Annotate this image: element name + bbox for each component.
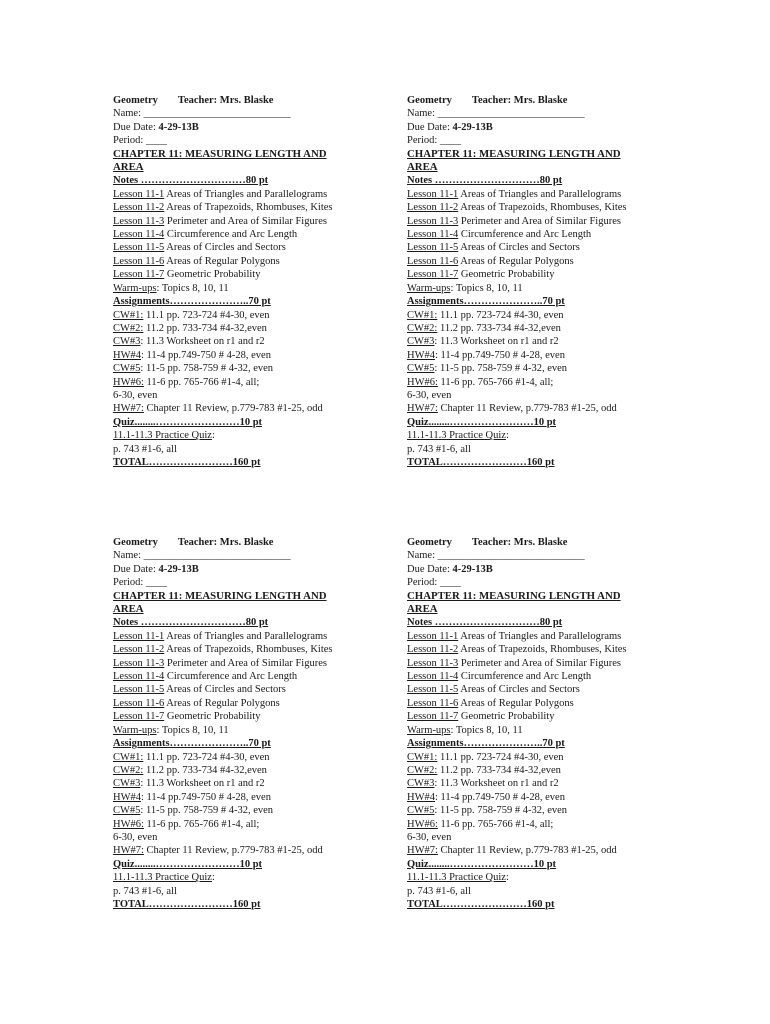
lesson-title: Areas of Circles and Sectors bbox=[164, 684, 286, 696]
assignment-item bbox=[113, 349, 403, 362]
assignment-text: 11.2 pp. 733-734 #4-32,even bbox=[437, 322, 561, 334]
due-label: Due Date: bbox=[407, 121, 453, 133]
course-title: Geometry bbox=[407, 95, 452, 106]
lesson-code: Lesson 11-7 bbox=[113, 269, 165, 281]
quiz-pages: p. 743 #1-6, all bbox=[113, 885, 177, 897]
lesson-item bbox=[113, 188, 403, 201]
warmups-text: : Topics 8, 10, 11 bbox=[450, 724, 523, 736]
name-line bbox=[113, 107, 403, 120]
lesson-code: Lesson 11-7 bbox=[407, 269, 459, 281]
lesson-item bbox=[407, 643, 697, 656]
lesson-code: Lesson 11-1 bbox=[407, 188, 459, 200]
lesson-title: Circumference and Arc Length bbox=[458, 671, 592, 683]
notes-header: Notes …………………………80 pt bbox=[113, 175, 269, 187]
lesson-title: Areas of Trapezoids, Rhombuses, Kites bbox=[164, 202, 333, 214]
lesson-item bbox=[407, 697, 697, 710]
lesson-item bbox=[407, 710, 697, 723]
lesson-item bbox=[113, 657, 403, 670]
name-line bbox=[407, 549, 697, 562]
assignments-header: Assignments…………………..70 pt bbox=[407, 738, 565, 750]
name-label: Name: bbox=[407, 108, 438, 120]
due-date-line bbox=[113, 121, 403, 134]
lesson-title: Areas of Triangles and Parallelograms bbox=[458, 188, 622, 200]
lesson-code: Lesson 11-6 bbox=[407, 697, 459, 709]
lesson-code: Lesson 11-5 bbox=[113, 242, 165, 254]
lesson-list bbox=[407, 630, 697, 724]
lesson-code: Lesson 11-2 bbox=[113, 202, 165, 214]
hw6-continuation: 6-30, even bbox=[113, 831, 158, 843]
handout-bottom-left bbox=[113, 536, 403, 911]
assignment-item bbox=[113, 804, 403, 817]
assignment-item bbox=[113, 818, 403, 831]
assignment-text: : 11-4 pp.749-750 # 4-28, even bbox=[435, 791, 565, 803]
lesson-item bbox=[407, 255, 697, 268]
lesson-code: Lesson 11-5 bbox=[407, 242, 459, 254]
lesson-code: Lesson 11-6 bbox=[113, 255, 165, 267]
warmups-text: : Topics 8, 10, 11 bbox=[156, 282, 229, 294]
chapter-title-line2: AREA bbox=[113, 161, 144, 174]
lesson-title: Areas of Trapezoids, Rhombuses, Kites bbox=[458, 202, 627, 214]
period-label: Period: bbox=[113, 577, 146, 589]
lesson-item bbox=[113, 255, 403, 268]
lesson-code: Lesson 11-4 bbox=[407, 229, 459, 241]
assignment-item bbox=[407, 335, 697, 348]
assignment-code: CW#1: bbox=[407, 309, 438, 321]
warmups-line bbox=[407, 282, 697, 295]
lesson-title: Geometric Probability bbox=[164, 711, 261, 723]
sheet-header bbox=[407, 94, 697, 107]
assignments-header: Assignments…………………..70 pt bbox=[407, 296, 565, 308]
lesson-item bbox=[407, 228, 697, 241]
assignment-code: HW#4 bbox=[113, 349, 141, 361]
warmups-text: : Topics 8, 10, 11 bbox=[156, 724, 229, 736]
lesson-code: Lesson 11-3 bbox=[113, 215, 165, 227]
lesson-code: Lesson 11-7 bbox=[113, 711, 165, 723]
period-label: Period: bbox=[407, 577, 440, 589]
quiz-title: 11.1-11.3 Practice Quiz bbox=[407, 430, 506, 442]
due-date-line bbox=[407, 563, 697, 576]
assignment-text: 11.1 pp. 723-724 #4-30, even bbox=[437, 309, 564, 321]
lesson-item bbox=[407, 630, 697, 643]
assignment-item bbox=[407, 349, 697, 362]
chapter-title-line1: CHAPTER 11: MEASURING LENGTH AND bbox=[407, 147, 621, 160]
warmups-label: Warm-ups bbox=[113, 282, 157, 294]
assignment-item bbox=[407, 804, 697, 817]
hw7-line bbox=[113, 844, 403, 857]
lesson-title: Circumference and Arc Length bbox=[458, 229, 592, 241]
name-line bbox=[113, 549, 403, 562]
due-value: 4-29-13B bbox=[158, 121, 199, 133]
assignment-text: : 11-4 pp.749-750 # 4-28, even bbox=[141, 349, 271, 361]
lesson-list bbox=[113, 630, 403, 724]
period-line bbox=[113, 576, 403, 589]
total-line: TOTAL……………………160 pt bbox=[113, 456, 261, 468]
quiz-pages: p. 743 #1-6, all bbox=[407, 885, 471, 897]
assignment-code: HW#6: bbox=[113, 376, 144, 388]
assignment-code: CW#1: bbox=[113, 751, 144, 763]
due-value: 4-29-13B bbox=[158, 563, 199, 575]
due-date-line bbox=[113, 563, 403, 576]
period-label: Period: bbox=[113, 135, 146, 147]
assignment-code: CW#5 bbox=[407, 363, 435, 375]
lesson-title: Areas of Trapezoids, Rhombuses, Kites bbox=[458, 644, 627, 656]
assignment-text: 11-6 pp. 765-766 #1-4, all; bbox=[143, 818, 260, 830]
lesson-list bbox=[113, 188, 403, 282]
handout-top-right bbox=[407, 94, 697, 469]
assignment-text: : 11.3 Worksheet on r1 and r2 bbox=[140, 336, 265, 348]
assignment-item bbox=[407, 322, 697, 335]
lesson-item bbox=[407, 241, 697, 254]
due-label: Due Date: bbox=[113, 121, 159, 133]
assignment-text: 11-6 pp. 765-766 #1-4, all; bbox=[437, 376, 554, 388]
lesson-item bbox=[407, 188, 697, 201]
quiz-colon: : bbox=[505, 872, 509, 884]
assignment-code: HW#6: bbox=[407, 818, 438, 830]
assignment-item bbox=[113, 764, 403, 777]
lesson-item bbox=[113, 228, 403, 241]
hw7-text: Chapter 11 Review, p.779-783 #1-25, odd bbox=[437, 845, 617, 857]
name-blank: ____________________________ bbox=[437, 108, 585, 120]
assignment-text: : 11-4 pp.749-750 # 4-28, even bbox=[141, 791, 271, 803]
lesson-code: Lesson 11-6 bbox=[113, 697, 165, 709]
lesson-title: Geometric Probability bbox=[164, 269, 261, 281]
assignment-code: CW#2: bbox=[407, 322, 438, 334]
warmups-label: Warm-ups bbox=[113, 724, 157, 736]
hw7-text: Chapter 11 Review, p.779-783 #1-25, odd bbox=[437, 403, 617, 415]
assignment-text: : 11-5 pp. 758-759 # 4-32, even bbox=[140, 363, 274, 375]
lesson-title: Perimeter and Area of Similar Figures bbox=[164, 657, 327, 669]
lesson-code: Lesson 11-4 bbox=[407, 671, 459, 683]
assignment-item bbox=[407, 751, 697, 764]
lesson-title: Geometric Probability bbox=[458, 711, 555, 723]
period-label: Period: bbox=[407, 135, 440, 147]
notes-header: Notes …………………………80 pt bbox=[407, 175, 563, 187]
lesson-code: Lesson 11-1 bbox=[113, 188, 165, 200]
lesson-item bbox=[113, 268, 403, 281]
assignment-item bbox=[407, 818, 697, 831]
name-label: Name: bbox=[113, 550, 144, 562]
assignment-item bbox=[407, 791, 697, 804]
lesson-item bbox=[113, 670, 403, 683]
assignment-code: CW#3 bbox=[113, 336, 141, 348]
teacher-name: Teacher: Mrs. Blaske bbox=[177, 537, 274, 548]
lesson-title: Areas of Regular Polygons bbox=[458, 255, 574, 267]
quiz-colon: : bbox=[211, 872, 215, 884]
period-line bbox=[407, 134, 697, 147]
lesson-item bbox=[407, 201, 697, 214]
warmups-line bbox=[113, 282, 403, 295]
hw7-text: Chapter 11 Review, p.779-783 #1-25, odd bbox=[143, 403, 323, 415]
warmups-line bbox=[407, 724, 697, 737]
chapter-title-line2: AREA bbox=[407, 603, 438, 616]
quiz-header: Quiz........……………………10 pt bbox=[407, 858, 557, 870]
name-line bbox=[407, 107, 697, 120]
assignment-item bbox=[407, 764, 697, 777]
warmups-label: Warm-ups bbox=[407, 724, 451, 736]
handout-bottom-right bbox=[407, 536, 697, 911]
lesson-item bbox=[407, 683, 697, 696]
quiz-title: 11.1-11.3 Practice Quiz bbox=[407, 872, 506, 884]
assignment-code: CW#5 bbox=[113, 363, 141, 375]
notes-header: Notes …………………………80 pt bbox=[113, 617, 269, 629]
lesson-code: Lesson 11-7 bbox=[407, 711, 459, 723]
teacher-name: Teacher: Mrs. Blaske bbox=[177, 95, 274, 106]
assignment-text: : 11-5 pp. 758-759 # 4-32, even bbox=[434, 363, 568, 375]
lesson-code: Lesson 11-6 bbox=[407, 255, 459, 267]
assignment-list bbox=[407, 751, 697, 831]
period-line bbox=[407, 576, 697, 589]
quiz-title-line bbox=[113, 429, 403, 442]
assignment-item bbox=[407, 362, 697, 375]
lesson-code: Lesson 11-2 bbox=[113, 644, 165, 656]
assignment-code: HW#4 bbox=[407, 349, 435, 361]
lesson-title: Areas of Circles and Sectors bbox=[458, 242, 580, 254]
assignment-code: CW#2: bbox=[113, 322, 144, 334]
quiz-title-line bbox=[113, 871, 403, 884]
lesson-item bbox=[407, 215, 697, 228]
assignment-item bbox=[113, 335, 403, 348]
total-line: TOTAL……………………160 pt bbox=[113, 898, 261, 910]
course-title: Geometry bbox=[113, 95, 158, 106]
lesson-title: Perimeter and Area of Similar Figures bbox=[458, 657, 621, 669]
assignment-list bbox=[407, 309, 697, 389]
quiz-colon: : bbox=[505, 430, 509, 442]
quiz-pages: p. 743 #1-6, all bbox=[113, 443, 177, 455]
lesson-title: Areas of Triangles and Parallelograms bbox=[458, 630, 622, 642]
hw7-code: HW#7: bbox=[407, 845, 438, 857]
assignment-item bbox=[407, 309, 697, 322]
lesson-item bbox=[113, 241, 403, 254]
lesson-code: Lesson 11-1 bbox=[407, 630, 459, 642]
sheet-header bbox=[113, 94, 403, 107]
assignments-header: Assignments…………………..70 pt bbox=[113, 738, 271, 750]
assignment-text: 11.2 pp. 733-734 #4-32,even bbox=[143, 322, 267, 334]
lesson-item bbox=[113, 215, 403, 228]
warmups-line bbox=[113, 724, 403, 737]
due-label: Due Date: bbox=[113, 563, 159, 575]
sheet-header bbox=[113, 536, 403, 549]
lesson-title: Areas of Triangles and Parallelograms bbox=[164, 188, 328, 200]
assignment-item bbox=[407, 376, 697, 389]
lesson-code: Lesson 11-2 bbox=[407, 644, 459, 656]
lesson-item bbox=[113, 697, 403, 710]
period-line bbox=[113, 134, 403, 147]
lesson-title: Circumference and Arc Length bbox=[164, 229, 298, 241]
lesson-code: Lesson 11-3 bbox=[407, 215, 459, 227]
assignment-code: CW#3 bbox=[407, 336, 435, 348]
lesson-list bbox=[407, 188, 697, 282]
assignment-code: CW#1: bbox=[113, 309, 144, 321]
assignment-text: 11.2 pp. 733-734 #4-32,even bbox=[143, 764, 267, 776]
assignment-item bbox=[113, 777, 403, 790]
assignment-code: CW#5 bbox=[407, 805, 435, 817]
assignment-code: HW#4 bbox=[113, 791, 141, 803]
quiz-title-line bbox=[407, 871, 697, 884]
name-blank: ____________________________ bbox=[143, 108, 291, 120]
chapter-title-line1: CHAPTER 11: MEASURING LENGTH AND bbox=[407, 589, 621, 602]
lesson-code: Lesson 11-4 bbox=[113, 229, 165, 241]
lesson-item bbox=[113, 643, 403, 656]
assignment-item bbox=[113, 309, 403, 322]
warmups-text: : Topics 8, 10, 11 bbox=[450, 282, 523, 294]
period-blank: ____ bbox=[439, 577, 461, 589]
hw7-code: HW#7: bbox=[407, 403, 438, 415]
lesson-code: Lesson 11-2 bbox=[407, 202, 459, 214]
name-blank: ____________________________ bbox=[143, 550, 291, 562]
assignment-code: HW#6: bbox=[407, 376, 438, 388]
assignment-list bbox=[113, 309, 403, 389]
assignment-item bbox=[113, 791, 403, 804]
hw7-text: Chapter 11 Review, p.779-783 #1-25, odd bbox=[143, 845, 323, 857]
lesson-title: Perimeter and Area of Similar Figures bbox=[458, 215, 621, 227]
assignment-item bbox=[113, 362, 403, 375]
assignment-code: CW#3 bbox=[407, 778, 435, 790]
lesson-title: Areas of Regular Polygons bbox=[164, 255, 280, 267]
quiz-pages: p. 743 #1-6, all bbox=[407, 443, 471, 455]
due-value: 4-29-13B bbox=[452, 121, 493, 133]
notes-header: Notes …………………………80 pt bbox=[407, 617, 563, 629]
quiz-header: Quiz........……………………10 pt bbox=[407, 416, 557, 428]
total-line: TOTAL……………………160 pt bbox=[407, 456, 555, 468]
assignment-text: 11.1 pp. 723-724 #4-30, even bbox=[437, 751, 564, 763]
quiz-title: 11.1-11.3 Practice Quiz bbox=[113, 430, 212, 442]
lesson-title: Areas of Circles and Sectors bbox=[458, 684, 580, 696]
hw7-code: HW#7: bbox=[113, 403, 144, 415]
lesson-code: Lesson 11-3 bbox=[113, 657, 165, 669]
lesson-item bbox=[113, 683, 403, 696]
assignment-list bbox=[113, 751, 403, 831]
sheet-header bbox=[407, 536, 697, 549]
quiz-title: 11.1-11.3 Practice Quiz bbox=[113, 872, 212, 884]
assignment-code: HW#6: bbox=[113, 818, 144, 830]
assignment-text: 11.2 pp. 733-734 #4-32,even bbox=[437, 764, 561, 776]
hw7-line bbox=[407, 402, 697, 415]
assignment-item bbox=[113, 322, 403, 335]
hw6-continuation: 6-30, even bbox=[407, 831, 452, 843]
lesson-item bbox=[113, 630, 403, 643]
quiz-header: Quiz........……………………10 pt bbox=[113, 858, 263, 870]
assignment-text: : 11.3 Worksheet on r1 and r2 bbox=[140, 778, 265, 790]
assignment-code: CW#2: bbox=[113, 764, 144, 776]
lesson-title: Areas of Triangles and Parallelograms bbox=[164, 630, 328, 642]
period-blank: ____ bbox=[439, 135, 461, 147]
lesson-title: Areas of Regular Polygons bbox=[458, 697, 574, 709]
hw6-continuation: 6-30, even bbox=[113, 389, 158, 401]
lesson-title: Areas of Regular Polygons bbox=[164, 697, 280, 709]
due-value: 4-29-13B bbox=[452, 563, 493, 575]
teacher-name: Teacher: Mrs. Blaske bbox=[471, 537, 568, 548]
lesson-title: Perimeter and Area of Similar Figures bbox=[164, 215, 327, 227]
assignment-item bbox=[113, 751, 403, 764]
assignment-code: CW#3 bbox=[113, 778, 141, 790]
assignment-text: : 11-5 pp. 758-759 # 4-32, even bbox=[434, 805, 568, 817]
lesson-code: Lesson 11-4 bbox=[113, 671, 165, 683]
lesson-item bbox=[407, 268, 697, 281]
lesson-item bbox=[407, 670, 697, 683]
assignment-code: CW#5 bbox=[113, 805, 141, 817]
lesson-code: Lesson 11-5 bbox=[407, 684, 459, 696]
name-label: Name: bbox=[113, 108, 144, 120]
teacher-name: Teacher: Mrs. Blaske bbox=[471, 95, 568, 106]
hw7-line bbox=[113, 402, 403, 415]
assignment-text: 11-6 pp. 765-766 #1-4, all; bbox=[437, 818, 554, 830]
assignments-header: Assignments…………………..70 pt bbox=[113, 296, 271, 308]
hw7-line bbox=[407, 844, 697, 857]
lesson-code: Lesson 11-3 bbox=[407, 657, 459, 669]
assignment-text: 11.1 pp. 723-724 #4-30, even bbox=[143, 751, 270, 763]
assignment-item bbox=[407, 777, 697, 790]
lesson-item bbox=[113, 201, 403, 214]
chapter-title-line2: AREA bbox=[407, 161, 438, 174]
course-title: Geometry bbox=[407, 537, 452, 548]
handout-top-left bbox=[113, 94, 403, 469]
quiz-header: Quiz........……………………10 pt bbox=[113, 416, 263, 428]
lesson-title: Areas of Trapezoids, Rhombuses, Kites bbox=[164, 644, 333, 656]
course-title: Geometry bbox=[113, 537, 158, 548]
assignment-text: : 11-5 pp. 758-759 # 4-32, even bbox=[140, 805, 274, 817]
lesson-title: Circumference and Arc Length bbox=[164, 671, 298, 683]
assignment-text: : 11-4 pp.749-750 # 4-28, even bbox=[435, 349, 565, 361]
period-blank: ____ bbox=[145, 135, 167, 147]
name-blank: ____________________________ bbox=[437, 550, 585, 562]
warmups-label: Warm-ups bbox=[407, 282, 451, 294]
assignment-code: HW#4 bbox=[407, 791, 435, 803]
lesson-title: Geometric Probability bbox=[458, 269, 555, 281]
due-label: Due Date: bbox=[407, 563, 453, 575]
period-blank: ____ bbox=[145, 577, 167, 589]
assignment-text: 11-6 pp. 765-766 #1-4, all; bbox=[143, 376, 260, 388]
lesson-item bbox=[407, 657, 697, 670]
hw7-code: HW#7: bbox=[113, 845, 144, 857]
lesson-code: Lesson 11-5 bbox=[113, 684, 165, 696]
due-date-line bbox=[407, 121, 697, 134]
lesson-code: Lesson 11-1 bbox=[113, 630, 165, 642]
lesson-item bbox=[113, 710, 403, 723]
total-line: TOTAL……………………160 pt bbox=[407, 898, 555, 910]
assignment-code: CW#1: bbox=[407, 751, 438, 763]
assignment-text: : 11.3 Worksheet on r1 and r2 bbox=[434, 336, 559, 348]
chapter-title-line2: AREA bbox=[113, 603, 144, 616]
quiz-colon: : bbox=[211, 430, 215, 442]
hw6-continuation: 6-30, even bbox=[407, 389, 452, 401]
assignment-text: 11.1 pp. 723-724 #4-30, even bbox=[143, 309, 270, 321]
chapter-title-line1: CHAPTER 11: MEASURING LENGTH AND bbox=[113, 147, 327, 160]
assignment-text: : 11.3 Worksheet on r1 and r2 bbox=[434, 778, 559, 790]
lesson-title: Areas of Circles and Sectors bbox=[164, 242, 286, 254]
name-label: Name: bbox=[407, 550, 438, 562]
assignment-code: CW#2: bbox=[407, 764, 438, 776]
chapter-title-line1: CHAPTER 11: MEASURING LENGTH AND bbox=[113, 589, 327, 602]
assignment-item bbox=[113, 376, 403, 389]
quiz-title-line bbox=[407, 429, 697, 442]
